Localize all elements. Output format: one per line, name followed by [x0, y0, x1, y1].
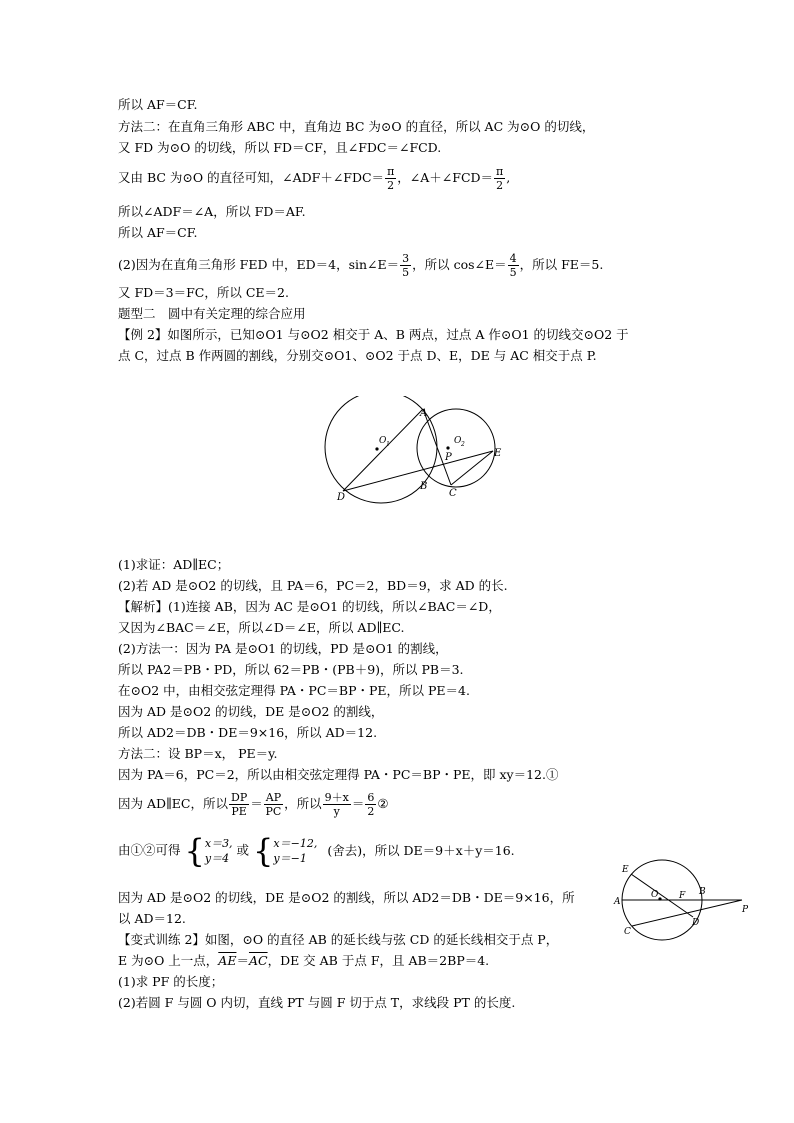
segment-ad [343, 409, 423, 491]
text: 或 [236, 842, 250, 858]
equals: ＝ [250, 796, 263, 811]
label-c: C [449, 488, 457, 499]
fraction: $\frac{AP}{PC}$ [265, 791, 282, 818]
line: (2)方法一：因为 PA 是⊙O1 的切线，PD 是⊙O1 的割线， [118, 641, 448, 656]
line: 以 AD＝12. [118, 911, 186, 926]
label-b: B [420, 481, 428, 492]
label-c: C [624, 927, 631, 937]
line [118, 252, 603, 279]
center-o1 [375, 447, 378, 450]
line: 又 FD＝3＝FC，所以 CE＝2. [118, 285, 289, 300]
text: (2)因为在直角三角形 FED 中，ED＝4，sin∠E＝ [118, 257, 400, 272]
line: 又因为∠BAC＝∠E，所以∠D＝∠E，所以 AD∥EC. [118, 620, 405, 635]
label-p: P [742, 905, 749, 915]
line: 因为 AD 是⊙O2 的切线，DE 是⊙O2 的割线，所以 AD2＝DB・DE＝9×16，所 [118, 890, 575, 905]
center-o2 [446, 446, 449, 449]
equals: ＝ [236, 953, 249, 968]
line: (1)求 PF 的长度； [118, 974, 224, 989]
line: 方法二：在直角三角形 ABC 中，直角边 BC 为⊙O 的直径，所以 AC 为⊙O 的切线， [118, 119, 595, 134]
line: (2)若圆 F 与圆 O 内切，直线 PT 与圆 F 切于点 T，求线段 PT 的长度. [118, 995, 516, 1010]
text: ，DE 交 AB 于点 F，且 AB＝2BP＝4. [267, 953, 490, 968]
line: 【变式训练 2】如图，⊙O 的直径 AB 的延长线与弦 CD 的延长线相交于点 P， [118, 932, 559, 947]
label-b: B [699, 887, 706, 897]
text: 又由 BC 为⊙O 的直径可知，∠ADF＋∠FDC＝ [118, 170, 385, 185]
fraction: $\frac{DP}{PE}$ [231, 791, 248, 818]
arc-ac: $\overline{AC}$ [248, 953, 268, 968]
line: 所以∠ADF＝∠A，所以 FD＝AF. [118, 204, 306, 219]
label-o2-sub: 2 [461, 441, 465, 448]
fraction: $\frac{\pi}{2}$ [496, 165, 504, 192]
fraction: $\frac{4}{5}$ [509, 252, 517, 279]
fraction: $\frac{9+x}{y}$ [324, 791, 349, 818]
line: 在⊙O2 中，由相交弦定理得 PA・PC＝BP・PE，所以 PE＝4. [118, 683, 470, 698]
system-2: {x＝−12, y＝−1 [253, 832, 318, 870]
text: 由①②可得 [118, 842, 181, 858]
fraction: $\frac{\pi}{2}$ [387, 165, 395, 192]
label-e: E [494, 448, 502, 459]
label-o1-sub: 1 [386, 441, 390, 448]
text: ，所以 cos∠E＝ [412, 257, 507, 272]
figure-circle-secant [612, 855, 757, 943]
label-a: A [420, 408, 428, 419]
label-d: D [337, 492, 346, 503]
text: E 为⊙O 上一点， [118, 953, 219, 968]
line [118, 953, 489, 969]
arc-ae: $\overline{AE}$ [218, 953, 237, 968]
section-heading: 题型二 圆中有关定理的综合应用 [118, 306, 306, 321]
label-f: F [679, 891, 686, 901]
equals: ＝ [351, 796, 365, 811]
text: ，∠A＋∠FCD＝ [397, 170, 494, 185]
line: 所以 PA2＝PB・PD，所以 62＝PB・(PB＋9)，所以 PB＝3. [118, 662, 464, 677]
text: ② [377, 796, 389, 811]
text: ，所以 [284, 796, 322, 811]
center-o [658, 897, 661, 900]
line: 又 FD 为⊙O 的切线，所以 FD＝CF，且∠FDC＝∠FCD. [118, 140, 442, 155]
line [118, 832, 515, 870]
system-1: {x＝3, y＝4 [184, 832, 233, 870]
line: 点 C，过点 B 作两圆的割线，分别交⊙O1、⊙O2 于点 D、E，DE 与 AC 相交于点 P. [118, 348, 597, 363]
line: 所以 AF＝CF. [118, 225, 198, 240]
label-o2: O [454, 436, 462, 446]
line: 所以 AD2＝DB・DE＝9×16，所以 AD＝12. [118, 725, 378, 740]
label-o: O [651, 890, 659, 900]
label-o1: O [379, 436, 387, 446]
figure-two-circles [318, 396, 518, 508]
line: 因为 AD 是⊙O2 的切线，DE 是⊙O2 的割线， [118, 704, 384, 719]
text: , [506, 170, 511, 185]
line: (2)若 AD 是⊙O2 的切线，且 PA＝6，PC＝2，BD＝9，求 AD 的长. [118, 578, 508, 593]
label-p: P [445, 452, 452, 463]
text: ，所以 FE＝5. [519, 257, 604, 272]
line: 【解析】(1)连接 AB，因为 AC 是⊙O1 的切线，所以∠BAC＝∠D， [118, 599, 501, 614]
line: 所以 AF＝CF. [118, 97, 198, 112]
circle-o2 [417, 409, 495, 487]
label-a: A [614, 897, 621, 907]
fraction: $\frac{3}{5}$ [402, 252, 410, 279]
line: 方法二：设 BP＝x， PE＝y. [118, 746, 278, 761]
line [118, 165, 510, 192]
line: 【例 2】如图所示，已知⊙O1 与⊙O2 相交于 A、B 两点，过点 A 作⊙O1 的切线交⊙O2 于 [118, 327, 629, 342]
line [118, 791, 389, 818]
line: 因为 PA＝6，PC＝2，所以由相交弦定理得 PA・PC＝BP・PE，即 xy＝12.① [118, 767, 559, 782]
text: (舍去)，所以 DE＝9＋x＋y＝16. [327, 842, 515, 858]
fraction: $\frac{6}{2}$ [367, 791, 375, 818]
label-e: E [622, 865, 629, 875]
line: (1)求证：AD∥EC； [118, 557, 230, 572]
text: 因为 AD∥EC，所以 [118, 796, 228, 811]
label-d: D [692, 918, 700, 928]
